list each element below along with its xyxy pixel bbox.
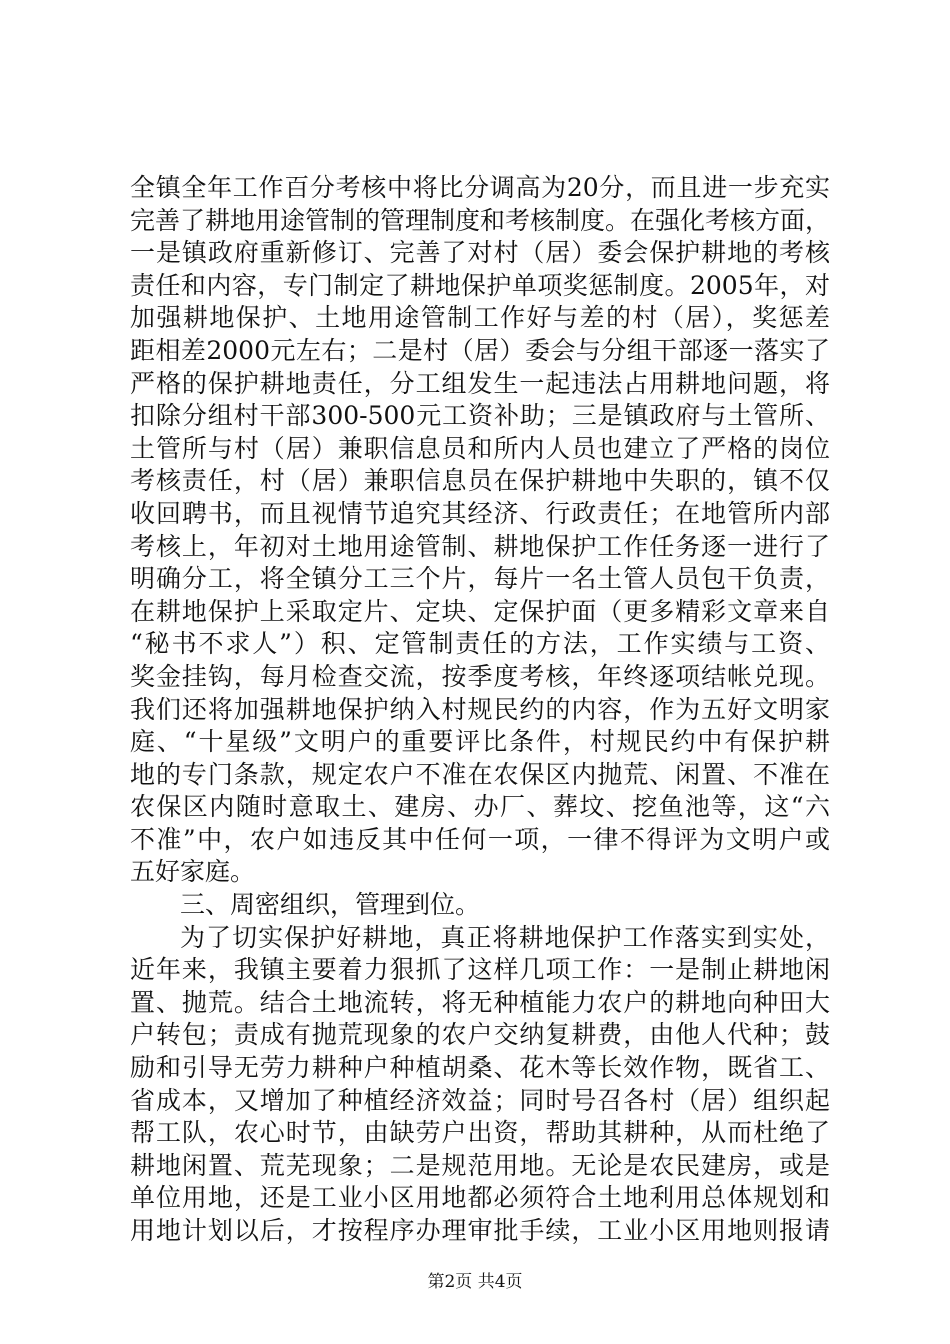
- text-line: 严格的保护耕地责任，分工组发生一起违法占用耕地问题，将: [130, 368, 830, 398]
- text-line: 距相差2000元左右；二是村（居）委会与分组干部逐一落实了: [130, 335, 830, 365]
- page-number: 第2页 共4页: [427, 1272, 523, 1292]
- text-line: 省成本，又增加了种植经济效益；同时号召各村（居）组织起: [130, 1085, 830, 1115]
- text-line: 地的专门条款，规定农户不准在农保区内抛荒、闲置、不准在: [130, 759, 830, 789]
- text-line: 庭、“十星级”文明户的重要评比条件，村规民约中有保护耕: [130, 727, 830, 757]
- text-line: 土管所与村（居）兼职信息员和所内人员也建立了严格的岗位: [130, 433, 830, 463]
- text-line: 用地计划以后，才按程序办理审批手续，工业小区用地则报请: [130, 1216, 830, 1245]
- body-text: [130, 172, 830, 1248]
- text-line: 全镇全年工作百分考核中将比分调高为20分，而且进一步充实: [130, 173, 830, 202]
- text-line: 扣除分组村干部300-500元工资补助；三是镇政府与土管所、: [130, 401, 830, 431]
- text-line: 考核上，年初对土地用途管制、耕地保护工作任务逐一进行了: [130, 531, 830, 561]
- text-line: 责任和内容，专门制定了耕地保护单项奖惩制度。2005年，对: [130, 270, 830, 300]
- text-line: 单位用地，还是工业小区用地都必须符合土地利用总体规划和: [130, 1183, 830, 1213]
- text-line: 帮工队，农心时节，由缺劳户出资，帮助其耕种，从而杜绝了: [130, 1118, 830, 1148]
- text-line: “秘书不求人”）积、定管制责任的方法，工作实绩与工资、: [130, 629, 830, 659]
- text-line: 近年来，我镇主要着力狠抓了这样几项工作：一是制止耕地闲: [130, 955, 830, 985]
- text-line: 考核责任，村（居）兼职信息员在保护耕地中失职的，镇不仅: [130, 466, 830, 496]
- section-heading: 三、周密组织，管理到位。: [180, 890, 481, 920]
- paragraph-first-line: 为了切实保护好耕地，真正将耕地保护工作落实到实处，: [180, 922, 830, 952]
- text-line: 加强耕地保护、土地用途管制工作好与差的村（居），奖惩差: [130, 303, 830, 333]
- text-line: 收回聘书，而且视情节追究其经济、行政责任；在地管所内部: [130, 498, 830, 528]
- text-line: 不准”中，农户如违反其中任何一项，一律不得评为文明户或: [130, 824, 830, 854]
- text-line: 在耕地保护上采取定片、定块、定保护面（更多精彩文章来自: [130, 596, 830, 626]
- text-line: 励和引导无劳力耕种户种植胡桑、花木等长效作物，既省工、: [130, 1053, 830, 1083]
- text-line: 完善了耕地用途管制的管理制度和考核制度。在强化考核方面，: [130, 205, 831, 235]
- text-line: 户转包；责成有抛荒现象的农户交纳复耕费，由他人代种；鼓: [130, 1020, 830, 1050]
- text-line: 置、抛荒。结合土地流转，将无种植能力农户的耕地向种田大: [130, 987, 830, 1017]
- text-line: 农保区内随时意取土、建房、办厂、葬坟、挖鱼池等，这“六: [130, 792, 830, 822]
- text-line: 耕地闲置、荒芜现象；二是规范用地。无论是农民建房，或是: [130, 1150, 830, 1180]
- text-line: 我们还将加强耕地保护纳入村规民约的内容，作为五好文明家: [130, 694, 830, 724]
- text-line: 五好家庭。: [130, 857, 256, 887]
- text-line: 一是镇政府重新修订、完善了对村（居）委会保护耕地的考核: [130, 238, 830, 268]
- text-line: 明确分工，将全镇分工三个片，每片一名土管人员包干负责，: [130, 564, 830, 594]
- text-line: 奖金挂钩，每月检查交流，按季度考核，年终逐项结帐兑现。: [130, 661, 830, 691]
